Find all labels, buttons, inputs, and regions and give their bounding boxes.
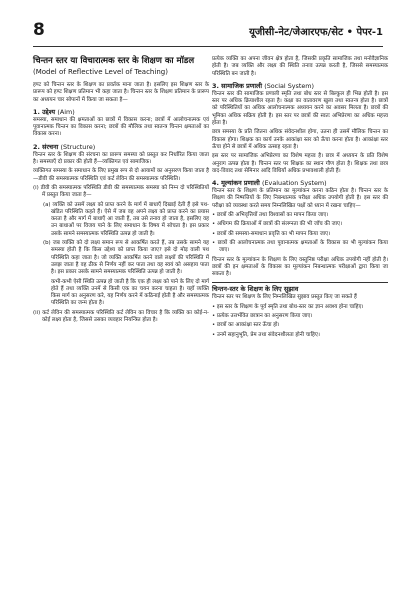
evaluation-paragraph: चिन्तन स्तर के शिक्षण के प्रतिमान का मूल्यांकन करना कठिन होता है। चिन्तन स्तर के शिक्षण की निष्पत्तियों के लिए निबन्धात्मक परीक्षा अधिक उपयोगी होती है। इस स्तर की परीक्षा को व्यवस्था करते समय निम्नलिखित पक्षों को ध्यान में रखना चाहिए— [212,188,388,209]
page-number: 8 [33,20,45,40]
aim-heading: 1. उद्देश्य (Aim) [33,107,75,116]
list-item: • प्रत्येक उत्तर्भवित छात्रान का अनुसरण किया जाए। [212,313,313,320]
evaluation-heading: 4. मूल्यांकन प्रणाली (Evaluation System) [212,179,327,188]
list-item: • छात्रों की अभिवृत्तियों तथा विश्वासों का मापन किया जाए। [212,212,329,219]
header-rule [33,46,383,47]
list-item-dewey: (i) डीवी की समस्यात्मक परिस्थिति डीवी की समस्यात्मक समस्या को निम्न दो परिस्थितियों में प्रस्तुत किया जाता है— [33,184,209,199]
suggestions-heading: चिन्तन-स्तर के शिक्षण के लिए सुझाव [212,282,388,293]
structure-paragraph-2: व्यक्तिगत समस्या के समाधान के लिए प्रमुख रूप से दो आयामों का अनुसरण किया जाता है—डीवी की समस्यात्मक परिस्थिति एवं कर्ट लेविन की समस्यात्मक परिस्थिति। [33,168,209,182]
running-head: यूजीसी-नेट/जेआरएफ/सेट • पेपर-1 [249,27,383,38]
suggestions-paragraph: चिन्तन स्तर पर शिक्षण के लिए निम्नलिखित सुझाव प्रस्तुत किए जा सकते हैं [212,294,357,301]
lewin-continued-paragraph: प्रत्येक व्यक्ति का अपना जीवन क्षेत्र होता है, जिसकी प्रकृति सामाजिक तथा मनोवैज्ञानिक होती है। जब व्यक्ति और लक्ष्य की स्थिति तनाव उत्पन्न करती है, जिससे समस्यात्मक परिस्थिति बन जाती है। [212,56,388,77]
social-paragraph-1: चिन्तन स्तर की सामाजिक प्रणाली स्मृति तथा बोध स्तर से बिल्कुल ही भिन्न होती है। इस स्तर पर अधिक क्रियाशील रहता है। कक्षा का वातावरण खुला तथा स्वतन्त्र होता है। छात्रों को परिस्थितियों का अधिक आलोचनात्मक अध्ययन करने का अवसर मिलता है। छात्रों की भूमिका अधिक सक्रिय होती है। इस स्तर पर छात्रों की स्वतः अभिप्रेरणा का अधिक महत्त्व होता है। [212,90,388,127]
page-header [0,0,416,52]
list-item-a: (a) व्यक्ति को उसमें लक्ष्य को प्राप्त करने के मार्ग में बाधाएँ दिखाई देती हैं इसे पथ-खंडित परिस्थिति कहते हैं। ऐसे में जब वह अपने लक्ष्य को प्राप्त करने का प्रयास करता है और मार्ग में बाधाएँ आ जाती हैं, तब उसे तनाव हो जाता है, इसलिए वह उन बाधाओं पर विजय पाने के लिए समाधान के विषय में सोचता है। इस प्रकार उसके सामने समस्यात्मक परिस्थिति उत्पन्न हो जाती है। [43,201,209,237]
structure-heading: 2. संरचना (Structure) [33,142,96,151]
social-system-heading: 3. सामाजिक प्रणाली (Social System) [212,81,315,90]
aim-paragraph: समस्या, समाधान की क्षमताओं का छात्रों में विकास करना; छात्रों में आलोचनात्मक एवं पूवानात्मक चिन्तन का विकास करना; छात्रों की मौलिक तथा स्वतन्त्र चिन्तन क्षमताओं का विकास करना। [33,116,209,138]
structure-paragraph-1: चिन्तन स्तर के शिक्षण की संरचना का प्रारूप समस्या को प्रस्तुत कर निर्धारित किया जाता है। समस्याएँ दो प्रकार की होती हैं—व्यक्तिगत एवं सामाजिक। [33,151,209,166]
list-item: • अधिगम की क्रियाओं में छात्रों की संलग्नता की भी जाँच की जाए। [212,221,343,228]
list-item-lewin: (ii) कर्ट लेविन की समस्यात्मक परिस्थिति कर्ट लेविन का विचार है कि व्यक्ति का कोई-न-कोई लक्ष्य होता है, जिससे उसका व्यवहार नियन्त्रित होता है। [33,309,209,324]
list-item: • छात्रों की आलोचनात्मक तथा पूवानात्मक क्षमताओं के विकास का भी मूल्यांकन किया जाए। [212,239,388,254]
left-column [33,56,209,326]
social-paragraph-2: छात्र समस्या के प्रति जितना अधिक संवेदनशील होगा, उतना ही उसमें मौलिक चिन्तन का विकास होगा। शिक्षक का कार्य उनके आकांक्षा स्तर को ऊँचा करना होता है। आकांक्षा स्तर ऊँचा होने से छात्रों में अधिक उत्साह रहता है। [212,129,388,150]
list-item: • उनमें सहानुभूति, प्रेम तथा संवेदनशीलता होनी चाहिए। [212,331,320,338]
right-column [212,56,388,341]
list-item: • इस स्तर के शिक्षण के पूर्व स्मृति तथा बोध-स्तर का ज्ञान अवश्य होना चाहिए। [212,303,364,310]
list-item: • छात्रों की समस्या-समाधान प्रवृत्ति का भी मापन किया जाए। [212,230,331,237]
intro-paragraph: हण्ट को चिन्तन स्तर के शिक्षण का प्रवर्तक माना जाता है। इसलिए इस शिक्षण स्तर के प्रारूप को हण्ट शिक्षण प्रतिमान भी कहा जाता है। चिन्तन स्तर के शिक्षण प्रतिमान के प्रारूप का अध्ययन चार सोपानों में किया जा सकता है— [33,82,209,103]
list-item-continued: कभी-कभी ऐसी स्थिति उत्पन्न हो जाती है कि एक ही लक्ष्य को पाने के लिए दो मार्ग होते हैं तथा व्यक्ति उनमें से किसी एक का चयन करना चाहता है। यहाँ व्यक्ति किस मार्ग का अनुसरण करे, यह निर्णय करने में कठिनाई होती है और समस्यात्मक परिस्थिति का जन्म होता है। [51,278,209,307]
evaluation-paragraph-2: चिन्तन स्तर के मूल्यांकन के शिक्षण के लिए वस्तुनिष्ठ परीक्षा अधिक उपयोगी नहीं होती है। छात्रों की इन क्षमताओं के विकास का मूल्यांकन निबन्धात्मक परीक्षाओं द्वारा किया जा सकता है। [212,256,388,278]
list-item-b: (b) जब व्यक्ति को दो लक्ष्य समान रूप से आकर्षित करते हैं, तब उसके सामने यह समस्या होती है कि किस उद्देश्य को प्राप्त किया जाए? इसे दो मोड़ वाली पथ परिस्थिति कहा जाता है। जो व्यक्ति आकर्षित करने वाले लक्ष्यों की परिस्थिति में उलझ जाता है वह ठीक से निर्णय नहीं कर पाता तथा वह स्वयं को असहाय पाता है। इस प्रकार उसके सामने समस्यात्मक परिस्थिति उत्पन्न हो जाती है। [43,240,209,276]
list-item: • छात्रों का आकांक्षा स्तर ऊँचा हो। [212,322,280,329]
social-paragraph-3: इस स्तर पर सामाजिक अभिप्रेरणा का विशेष महत्त्व है। छात्र में अध्ययन के प्रति विशेष अनुराग उत्पन्न होता है। चिन्तन स्तर पर शिक्षक का स्थान गौण होता है। शिक्षक तथा छात्र वाद-विवाद तथा सेमिनार आदि विधियाँ अधिक प्रभावशाली होती हैं। [212,153,388,174]
section-title: चिन्तन स्तर या विचारात्मक स्तर के शिक्षण का मॉडल (Model of Reflective Level of Teaching) [33,56,195,76]
